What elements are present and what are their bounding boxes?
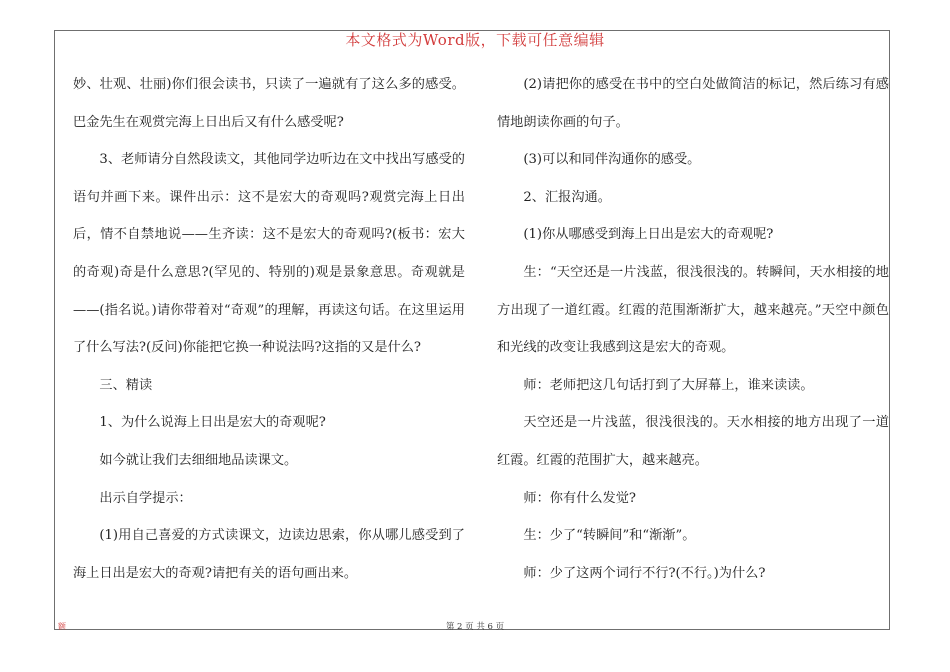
paragraph: (1)你从哪感受到海上日出是宏大的奇观呢? xyxy=(523,227,774,243)
paragraph: 1、为什么说海上日出是宏大的奇观呢? xyxy=(99,415,326,431)
left-column xyxy=(73,66,465,592)
paragraph: 师：少了这两个词行不行?(不行。)为什么? xyxy=(523,565,766,581)
paragraph: 妙、壮观、壮丽)你们很会读书，只读了一遍就有了这么多的感受。巴金先生在观赏完海上日出后又有什么感受呢? xyxy=(73,77,465,130)
paragraph: 天空还是一片浅蓝，很浅很浅的。天水相接的地方出现了一道红霞。红霞的范围扩大，越来越亮。 xyxy=(497,415,889,468)
paragraph: 生：“天空还是一片浅蓝，很浅很浅的。转瞬间，天水相接的地方出现了一道红霞。红霞的范围渐渐扩大，越来越亮。”天空中颜色和光线的改变让我感到这是宏大的奇观。 xyxy=(497,264,889,356)
right-column xyxy=(497,66,889,592)
paragraph: 生：少了“转瞬间”和“渐渐”。 xyxy=(523,528,696,544)
paragraph: (3)可以和同伴沟通你的感受。 xyxy=(523,152,701,168)
paragraph: 师：老师把这几句话打到了大屏幕上，谁来读读。 xyxy=(523,377,814,393)
paragraph: 2、汇报沟通。 xyxy=(523,189,611,205)
paragraph: 出示自学提示： xyxy=(99,490,192,506)
download-banner: 本文格式为Word版，下载可任意编辑 xyxy=(345,31,605,49)
paragraph: 如今就让我们去细细地品读课文。 xyxy=(99,452,298,468)
paragraph: 3、老师请分自然段读文，其他同学边听边在文中找出写感受的语句并画下来。课件出示：这不是宏大的奇观吗?观赏完海上日出后，情不自禁地说——生齐读：这不是宏大的奇观吗?(板书：宏大的奇观)奇是什么意思?(罕见的、特别的)观是景象意思。奇观就是——(指名说。)请你带着对“奇观”的理解，再读这句话。在这里运用了什么写法?(反问)你能把它换一种说法吗?这指的又是什么? xyxy=(73,152,465,356)
page-number: 第 2 页 共 6 页 xyxy=(445,622,505,632)
section-heading: 三、精读 xyxy=(99,377,153,393)
corner-mark: 额 xyxy=(58,622,66,631)
paragraph: 师：你有什么发觉? xyxy=(523,490,636,506)
paragraph: (2)请把你的感受在书中的空白处做简洁的标记，然后练习有感情地朗读你画的句子。 xyxy=(497,77,889,130)
paragraph: (1)用自己喜爱的方式读课文，边读边思索，你从哪儿感受到了海上日出是宏大的奇观?请把有关的语句画出来。 xyxy=(73,528,465,581)
